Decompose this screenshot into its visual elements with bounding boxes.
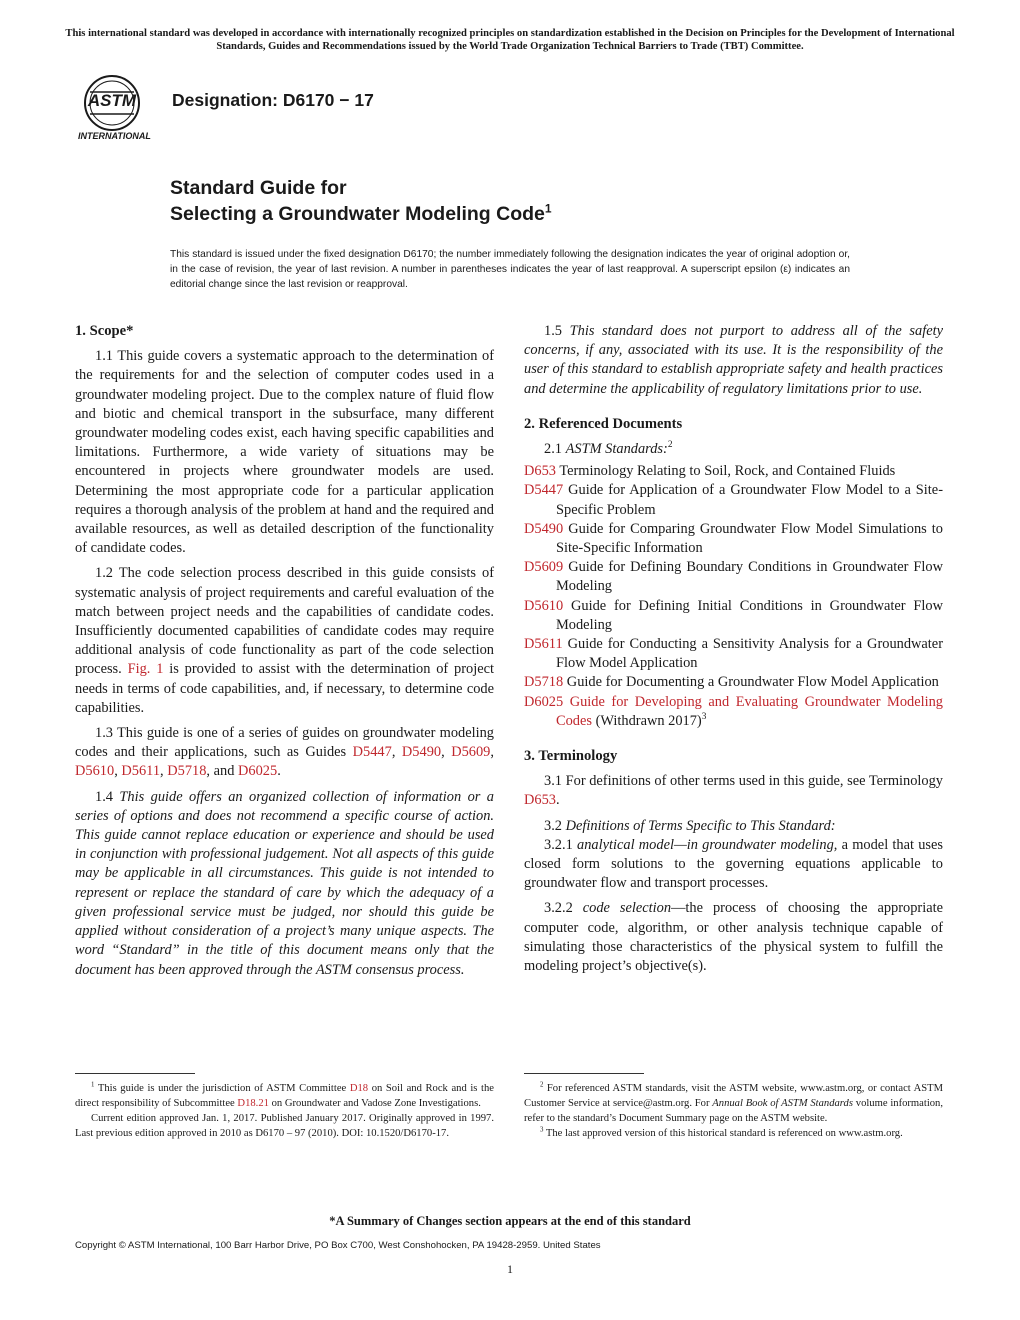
astm-logo-sub: INTERNATIONAL bbox=[78, 131, 151, 141]
footnote-right bbox=[524, 1081, 943, 1141]
reference-code-link[interactable]: D5490 bbox=[524, 520, 564, 537]
ref-link[interactable]: D653 bbox=[524, 792, 556, 809]
paragraph-1-3: 1.3 This guide is one of a series of guides on groundwater modeling codes and their applications, such as Guides D5447, D5490, D5609, D5610, D5611, D5718, and D6025. bbox=[75, 725, 495, 780]
footnote-1-edition: Current edition approved Jan. 1, 2017. Published January 2017. Originally approved in 1997. Last previous edition approved in 2010 as D6170 – 97 (2010). DOI: 10.1520/D6170-17. bbox=[75, 1113, 494, 1139]
ref-link[interactable]: D5447 bbox=[352, 744, 392, 761]
reference-item: D5490 Guide for Comparing Groundwater Flow Model Simulations to Site-Specific Information bbox=[524, 520, 943, 557]
reference-item: D5447 Guide for Application of a Groundwater Flow Model to a Site-Specific Problem bbox=[524, 482, 943, 518]
footnote-3: $^3$ The last approved version of this historical standard is referenced on www.astm.org. bbox=[540, 1126, 903, 1139]
reference-code-link[interactable]: D653 bbox=[524, 463, 556, 480]
reference-item: D653 Terminology Relating to Soil, Rock, and Contained Fluids bbox=[524, 463, 896, 480]
paragraph-1-4: 1.4 This guide offers an organized collection of information or a series of options and does not recommend a specific course of action. This guide cannot replace education or experience and should be used in conjunction with professional judgement. Not all aspects of this guide may be applicable in all circumstances. This guide is not intended to represent or replace the standard of care by which the adequacy of a given professional service must be judged, nor should this guide be applied without consideration of a project’s many unique aspects. The word “Standard” in the title of this document means only that the document has been approved through the ASTM consensus process. bbox=[75, 788, 494, 978]
ref-link[interactable]: D5611 bbox=[121, 763, 161, 780]
astm-logo-text: ASTM bbox=[87, 91, 137, 110]
title-line-1: Standard Guide for bbox=[170, 177, 347, 199]
reference-list bbox=[524, 462, 943, 731]
footnote-rule bbox=[524, 1073, 644, 1074]
ref-link[interactable]: D5718 bbox=[167, 763, 207, 780]
paragraph-2-1: 2.1 ASTM Standards:$^2$ bbox=[544, 440, 673, 458]
top-notice: This international standard was developed in accordance with internationally recognized principles on standardization established in the Decision on Principles for the Development of International Standards, Guides and Recommendations issued by the World Trade Organization Technical Barriers to Trade (TBT) Committee. bbox=[65, 28, 955, 52]
reference-code-link[interactable]: D5447 bbox=[524, 482, 564, 499]
ref-link[interactable]: D5490 bbox=[401, 744, 442, 761]
reference-item: D5610 Guide for Defining Initial Conditions in Groundwater Flow Modeling bbox=[524, 597, 943, 633]
issue-note: This standard is issued under the fixed designation D6170; the number immediately following the designation indicates the year of original adoption or, in the case of revision, the year of last revision. A number in parentheses indicates the year of last reapproval. A superscript epsilon (ε) indicates an editorial change since the last revision or reapproval. bbox=[170, 249, 850, 290]
reference-item: D5609 Guide for Defining Boundary Conditions in Groundwater Flow Modeling bbox=[524, 559, 943, 595]
summary-note: *A Summary of Changes section appears at the end of this standard bbox=[329, 1214, 691, 1228]
reference-item: D5718 Guide for Documenting a Groundwater Flow Model Application bbox=[524, 674, 939, 691]
ref-link[interactable]: D5609 bbox=[451, 744, 491, 761]
title-line-2: Selecting a Groundwater Modeling Code$^1$ bbox=[170, 201, 552, 225]
paragraph-3-2: 3.2 Definitions of Terms Specific to This Standard: bbox=[544, 817, 836, 834]
paragraph-3-2-1: 3.2.1 analytical model—in groundwater modeling, a model that uses closed form solutions to the governing equations applicable to groundwater flow and transport processes. bbox=[524, 836, 943, 892]
footnote-2: $^2$ For referenced ASTM standards, visit the ASTM website, www.astm.org, or contact ASTM Customer Service at service@astm.org. For Annual Book of ASTM Standards volume information, refer to the standard’s Document Summary page on the ASTM website. bbox=[524, 1081, 944, 1124]
paragraph-1-5: 1.5 This standard does not purport to address all of the safety concerns, if any, associated with its use. It is the responsibility of the user of this standard to establish appropriate safety and health practices and determine the applicability of regulatory limitations prior to use. bbox=[524, 323, 943, 397]
astm-logo bbox=[70, 70, 162, 146]
copyright: Copyright © ASTM International, 100 Barr Harbor Drive, PO Box C700, West Conshohocken, PA 19428-2959. United States bbox=[75, 1240, 601, 1251]
document-title bbox=[170, 175, 552, 227]
right-column bbox=[524, 322, 943, 982]
reference-code-link[interactable]: D5611 bbox=[524, 636, 563, 653]
footnote-left bbox=[75, 1081, 494, 1141]
section-heading-referenced: 2. Referenced Documents bbox=[524, 415, 683, 432]
section-heading-scope: 1. Scope* bbox=[75, 323, 134, 339]
paragraph-1-1: 1.1 This guide covers a systematic approach to the determination of the requirements for and the selection of computer codes used in a groundwater modeling project. Due to the complex nature of fluid flow and biotic and chemical transport in the subsurface, many different groundwater modeling codes exist, each having specific capabilities and limitations. Furthermore, a wide variety of situations may be encountered in projects where groundwater models are used. Determining the most appropriate code for a particular application requires a thorough analysis of the problem at hand and the required and available resources, as well as detailed description of the functionality of candidate codes. bbox=[75, 348, 495, 557]
left-column bbox=[75, 322, 494, 986]
section-heading-terminology: 3. Terminology bbox=[524, 748, 618, 765]
reference-code-link[interactable]: D6025 bbox=[524, 693, 564, 710]
page-number: 1 bbox=[507, 1262, 513, 1276]
reference-item: D6025 Guide for Developing and Evaluating Groundwater Modeling Codes (Withdrawn 2017)$^3$ bbox=[524, 693, 943, 729]
ref-link[interactable]: D5610 bbox=[75, 763, 115, 780]
committee-link[interactable]: D18 bbox=[349, 1083, 369, 1094]
designation: Designation: D6170 − 17 bbox=[172, 90, 374, 110]
footnote-rule bbox=[75, 1073, 195, 1074]
reference-item: D5611 Guide for Conducting a Sensitivity Analysis for a Groundwater Flow Model Application bbox=[524, 636, 943, 672]
reference-code-link[interactable]: D5718 bbox=[524, 674, 564, 691]
subcommittee-link[interactable]: D18.21 bbox=[237, 1098, 269, 1109]
paragraph-3-2-2: 3.2.2 code selection—the process of choosing the appropriate computer code, algorithm, or other analysis technique capable of simulating those characteristics of the physical system to fulfill the modeling project’s objective(s). bbox=[524, 900, 943, 975]
footnote-1: $^1$ This guide is under the jurisdiction of ASTM Committee D18 on Soil and Rock and is the direct responsibility of Subcommittee D18.21 on Groundwater and Vadose Zone Investigations. bbox=[75, 1081, 494, 1109]
paragraph-3-1: 3.1 For definitions of other terms used in this guide, see Terminology D653. bbox=[524, 773, 943, 809]
reference-code-link[interactable]: D5609 bbox=[524, 559, 564, 576]
ref-link[interactable]: D6025 bbox=[238, 763, 278, 780]
paragraph-1-2: 1.2 The code selection process described in this guide consists of systematic analysis of project requirements and careful evaluation of the match between project needs and the capabilities of candidate codes. Insufficiently documented capabilities of candidate codes may require additional analysis of code functionality as part of the code selection process. Fig. 1 is provided to assist with the determination of project needs in terms of code capabilities, and, if necessary, to determine code capabilities. bbox=[75, 565, 494, 716]
figure-link[interactable]: Fig. 1 bbox=[127, 661, 164, 678]
reference-code-link[interactable]: D5610 bbox=[524, 597, 564, 614]
